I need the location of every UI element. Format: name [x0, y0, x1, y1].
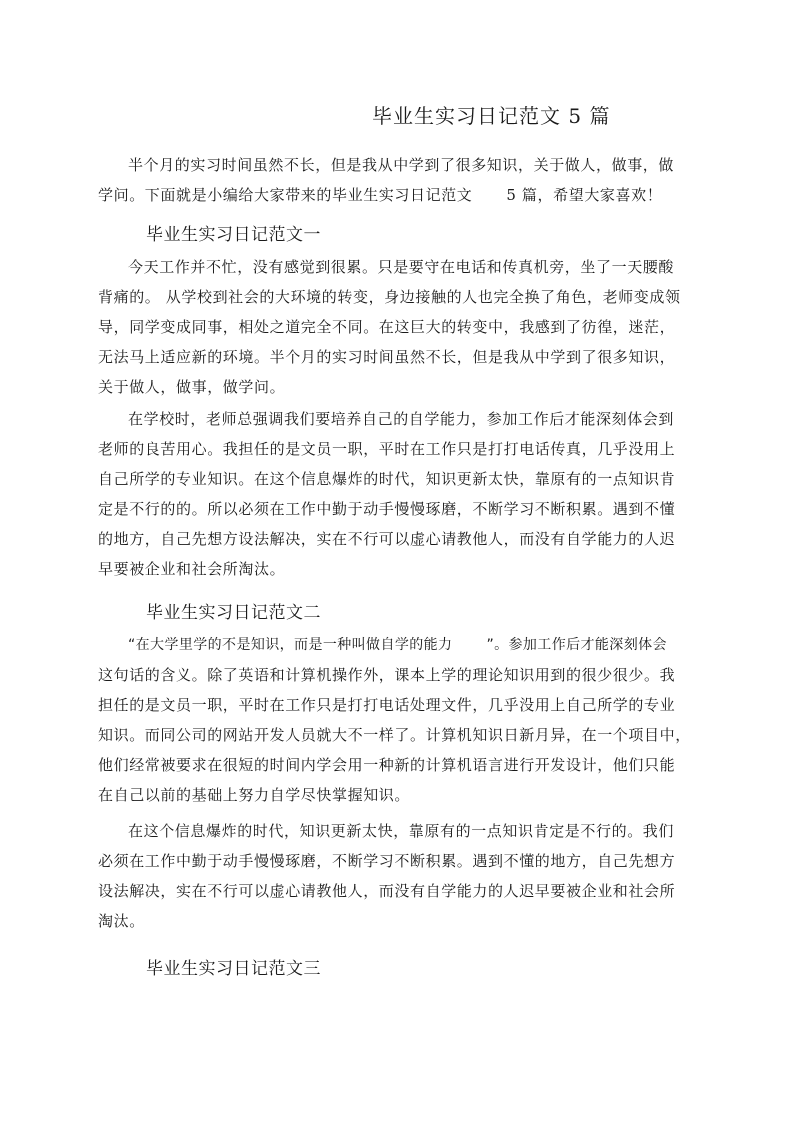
- page-title: 毕业生实习日记范文 5 篇: [372, 104, 611, 128]
- text-line: 他们经常被要求在很短的时间内学会用一种新的计算机语言进行开发设计，他们只能: [98, 756, 676, 774]
- text-line: 早要被企业和社会所淘汰。: [98, 560, 286, 578]
- section2-paragraph-2: [98, 816, 676, 936]
- intro-line: [98, 180, 663, 210]
- quote-line: [98, 630, 667, 660]
- section2-paragraph-1: [98, 630, 691, 810]
- text-line: 无法马上适应新的环境。半个月的实习时间虽然不长，但是我从中学到了很多知识，: [98, 348, 676, 366]
- text-line: 在自己以前的基础上努力自学尽快掌握知识。: [98, 786, 411, 804]
- text-line: 设法解决，实在不行可以虚心请教他人，而没有自学能力的人迟早要被企业和社会所: [98, 882, 676, 900]
- section1-paragraph-1: [98, 252, 681, 402]
- quote-text: “在大学里学的不是知识，而是一种叫做自学的能力: [128, 637, 453, 653]
- text-line: 这句话的含义。除了英语和计算机操作外，课本上学的理论知识用到的很少很少。我: [98, 666, 676, 684]
- text-line: 自己所学的专业知识。在这个信息爆炸的时代，知识更新太快，靠原有的一点知识肯: [98, 470, 676, 488]
- text-line: 在学校时，老师总强调我们要培养自己的自学能力，参加工作后才能深刻体会到: [128, 410, 675, 428]
- text-line: 必须在工作中勤于动手慢慢琢磨，不断学习不断积累。遇到不懂的地方，自己先想方: [98, 852, 676, 870]
- intro-line: 半个月的实习时间虽然不长，但是我从中学到了很多知识，关于做人，做事，做: [128, 156, 675, 174]
- text-line: 今天工作并不忙，没有感觉到很累。只是要守在电话和传真机旁，坐了一天腰酸: [128, 258, 675, 276]
- text-line: 定是不行的的。所以必须在工作中勤于动手慢慢琢磨，不断学习不断积累。遇到不懂: [98, 500, 676, 518]
- quote-text: ”。参加工作后才能深刻体会: [486, 637, 667, 653]
- text-line: 在这个信息爆炸的时代，知识更新太快，靠原有的一点知识肯定是不行的。我们: [128, 822, 675, 840]
- intro-text: 5 篇，希望大家喜欢！: [506, 186, 663, 204]
- section-heading-1: 毕业生实习日记范文一: [146, 225, 321, 245]
- text-line: 关于做人，做事，做学问。: [98, 378, 286, 396]
- section-heading-2: 毕业生实习日记范文二: [146, 603, 321, 623]
- text-line: 背痛的。 从学校到社会的大环境的转变，身边接触的人也完全换了角色，老师变成领: [98, 288, 681, 306]
- text-line: 的地方，自己先想方设法解决，实在不行可以虚心请教他人，而没有自学能力的人迟: [98, 530, 676, 548]
- text-line: 老师的良苦用心。我担任的是文员一职，平时在工作只是打打电话传真，几乎没用上: [98, 440, 676, 458]
- section-heading-3: 毕业生实习日记范文三: [146, 959, 321, 979]
- text-line: 导，同学变成同事，相处之道完全不同。在这巨大的转变中，我感到了彷徨，迷茫，: [98, 318, 676, 336]
- text-line: 淘汰。: [98, 912, 145, 930]
- text-line: 担任的是文员一职，平时在工作只是打打电话处理文件，几乎没用上自己所学的专业: [98, 696, 676, 714]
- section1-paragraph-2: [98, 404, 676, 584]
- text-line: 知识。而同公司的网站开发人员就大不一样了。计算机知识日新月异，在一个项目中，: [98, 726, 691, 744]
- intro-paragraph: [98, 150, 675, 210]
- intro-text: 学问。下面就是小编给大家带来的毕业生实习日记范文: [98, 186, 473, 204]
